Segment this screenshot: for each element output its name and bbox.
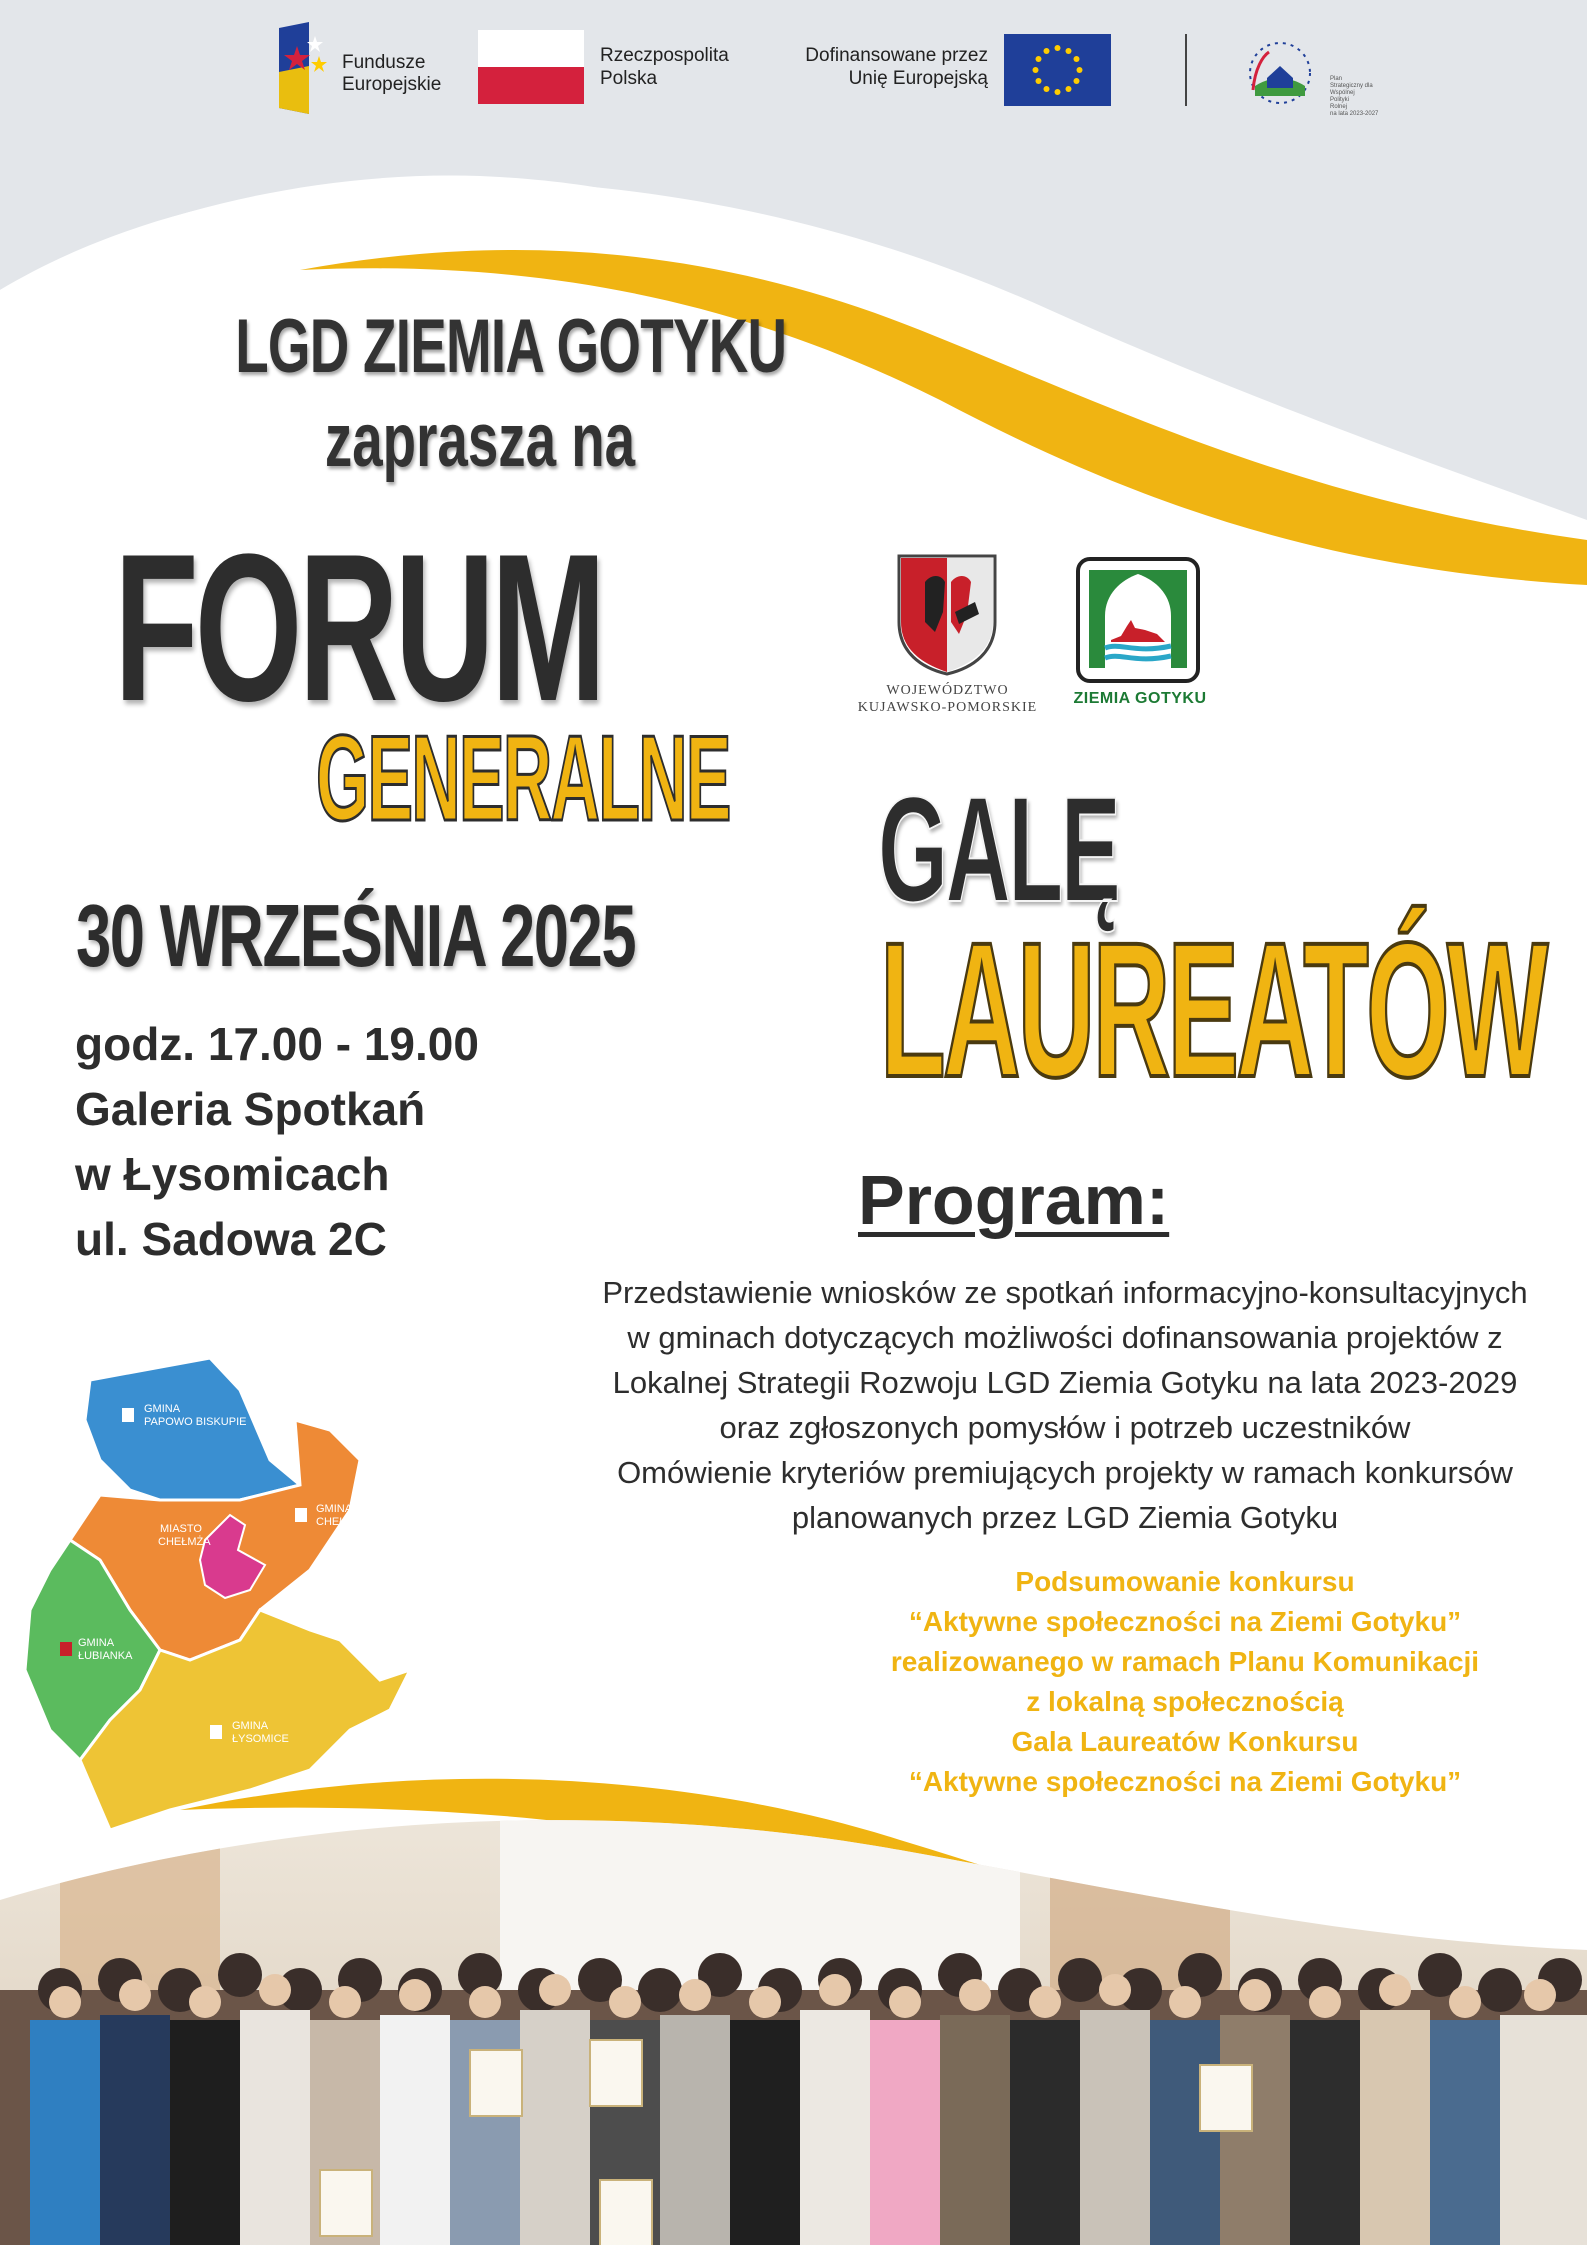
eu-line-2: Unię Europejską xyxy=(848,68,988,89)
map-label-lubianka-2: ŁUBIANKA xyxy=(78,1650,133,1662)
ps-line-4: Polityki xyxy=(1330,97,1350,103)
funding-bar xyxy=(0,0,1587,140)
program-heading: Program: xyxy=(858,1161,1170,1239)
map-label-papowo-2: PAPOWO BISKUPIE xyxy=(144,1416,247,1428)
ps-line-6: na lata 2023-2027 xyxy=(1330,111,1379,117)
cap-plan-text xyxy=(1330,76,1400,118)
ps-line-3: Wspólnej xyxy=(1330,90,1355,96)
eu-flag-icon xyxy=(1004,34,1111,106)
map-label-papowo-1: GMINA xyxy=(144,1403,181,1415)
ziemia-gotyku-label: ZIEMIA GOTYKU xyxy=(1073,690,1207,707)
ps-line-2: Strategiczny dla xyxy=(1330,83,1373,89)
organizer-title: LGD ZIEMIA GOTYKU xyxy=(235,304,787,389)
map-label-lubianka-1: GMINA xyxy=(78,1637,115,1649)
summary-line: realizowanego w ramach Planu Komunikacji xyxy=(890,1646,1480,1677)
summary-line: z lokalną społecznością xyxy=(1026,1686,1344,1717)
woj-line-2: KUJAWSKO-POMORSKIE xyxy=(857,700,1038,715)
program-line: oraz zgłoszonych pomysłów i potrzeb uczestników xyxy=(719,1410,1411,1445)
generalne-title: GENERALNE xyxy=(316,710,730,846)
voivodeship-label xyxy=(855,682,1040,716)
voivodeship-coat-of-arms-icon xyxy=(895,552,999,676)
polish-republic-text xyxy=(600,44,760,90)
program-line: Przedstawienie wniosków ze spotkań informacyjno-konsultacyjnych xyxy=(602,1275,1528,1310)
woj-line-1: WOJEWÓDZTWO xyxy=(886,683,1009,698)
laureates-title: LAUREATÓW xyxy=(880,902,1546,1117)
polish-flag-icon xyxy=(478,30,584,104)
summary-line: Gala Laureatów Konkursu xyxy=(1011,1726,1359,1757)
gala-title: GALĘ xyxy=(878,765,1119,933)
pl-line-2: Polska xyxy=(600,68,658,89)
event-town: w Łysomicach xyxy=(75,1148,390,1200)
contest-summary xyxy=(760,1562,1587,1802)
eu-line-1: Dofinansowane przez xyxy=(805,45,988,66)
map-label-chelmza-m-2: CHEŁMŻA xyxy=(158,1536,211,1548)
logo-divider xyxy=(1185,34,1187,106)
summary-line: “Aktywne społeczności na Ziemi Gotyku” xyxy=(908,1606,1462,1637)
event-date: 30 WRZEŚNIA 2025 xyxy=(76,886,636,985)
event-details xyxy=(75,1012,595,1272)
program-line: w gminach dotyczących możliwości dofinansowania projektów z xyxy=(627,1320,1503,1355)
ps-line-5: Rolnej xyxy=(1330,104,1348,110)
program-line: Omówienie kryteriów premiujących projekty w ramach konkursów xyxy=(617,1455,1513,1490)
fe-line-1: Fundusze xyxy=(342,52,426,73)
summary-line: Podsumowanie konkursu xyxy=(1015,1566,1355,1597)
ziemia-gotyku-logo-icon xyxy=(1075,556,1201,684)
communes-map xyxy=(10,1350,460,1850)
forum-title: FORUM xyxy=(114,510,603,745)
map-region-papowo xyxy=(85,1358,300,1500)
map-label-chelmza-m-1: MIASTO xyxy=(160,1523,202,1535)
program-description xyxy=(560,1270,1570,1540)
map-label-lysomice-2: ŁYSOMICE xyxy=(232,1733,289,1745)
fe-line-2: Europejskie xyxy=(342,74,442,95)
eu-funding-text xyxy=(760,44,988,90)
invite-text: zaprasza na xyxy=(324,398,636,483)
map-label-chelmza-gm-1: GMINA xyxy=(316,1503,353,1515)
summary-line: “Aktywne społeczności na Ziemi Gotyku” xyxy=(908,1766,1462,1797)
event-time: godz. 17.00 - 19.00 xyxy=(75,1018,479,1070)
event-venue: Galeria Spotkań xyxy=(75,1083,426,1135)
ps-line-1: Plan xyxy=(1330,76,1343,82)
european-funds-icon xyxy=(275,22,335,114)
map-label-chelmza-gm-2: CHEŁMŻA xyxy=(316,1516,369,1528)
program-line: Lokalnej Strategii Rozwoju LGD Ziemia Gotyku na lata 2023-2029 xyxy=(612,1365,1518,1400)
event-address: ul. Sadowa 2C xyxy=(75,1213,387,1265)
pl-line-1: Rzeczpospolita xyxy=(600,45,729,66)
program-line: planowanych przez LGD Ziemia Gotyku xyxy=(791,1500,1339,1535)
cap-plan-icon xyxy=(1245,38,1315,108)
european-funds-text xyxy=(342,52,482,96)
map-label-lysomice-1: GMINA xyxy=(232,1720,269,1732)
